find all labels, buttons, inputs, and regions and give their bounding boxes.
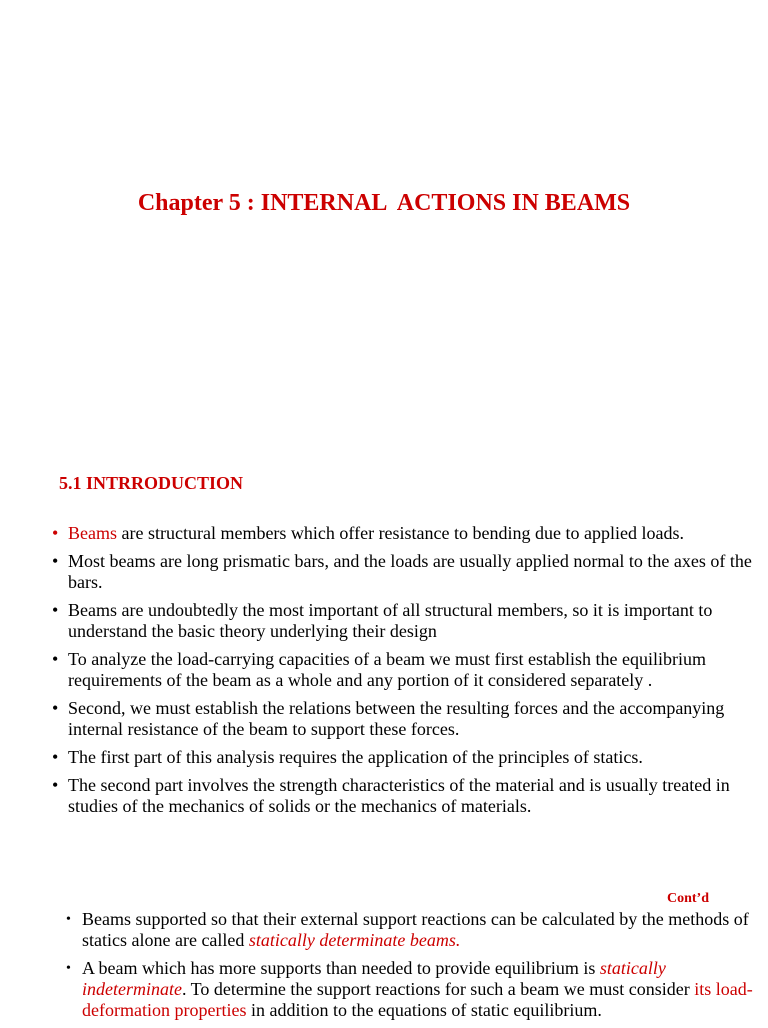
list-item bbox=[52, 775, 752, 817]
bullet-text: The second part involves the strength characteristics of the material and is usually treated in studies of the mechanics of solids or the mechanics of materials. bbox=[68, 775, 730, 816]
bullet-text: The first part of this analysis requires the application of the principles of statics. bbox=[68, 747, 643, 767]
bullet-text: are structural members which offer resistance to bending due to applied loads. bbox=[117, 523, 684, 543]
bullet-text: A beam which has more supports than needed to provide equilibrium is bbox=[82, 958, 600, 978]
bullet-text: To analyze the load-carrying capacities of a beam we must first establish the equilibrium requirements of the beam as a whole and any portion of it considered separately . bbox=[68, 649, 707, 690]
emphasis-text: statically determinate beams. bbox=[248, 930, 461, 950]
beams-term: Beams bbox=[68, 523, 117, 543]
list-item bbox=[66, 958, 756, 1021]
list-item bbox=[52, 698, 752, 740]
section-heading: 5.1 INTRRODUCTION bbox=[59, 473, 244, 493]
highlight-text: its load-deformation properties bbox=[82, 979, 753, 1020]
intro-bullet-list bbox=[52, 523, 752, 824]
list-item bbox=[52, 551, 752, 593]
list-item bbox=[52, 747, 752, 768]
bullet-text: Second, we must establish the relations between the resulting forces and the accompanying internal resistance of the beam to support these forces. bbox=[68, 698, 725, 739]
continued-bullet-list bbox=[66, 909, 756, 1028]
bullet-text: . To determine the support reactions for such a beam we must consider bbox=[181, 979, 695, 999]
bullet-text: in addition to the equations of static equilibrium. bbox=[246, 1000, 602, 1020]
list-item bbox=[66, 909, 756, 951]
emphasis-text: statically indeterminate bbox=[82, 958, 666, 999]
chapter-title: Chapter 5 : INTERNAL ACTIONS IN BEAMS bbox=[137, 190, 631, 216]
bullet-text: Most beams are long prismatic bars, and the loads are usually applied normal to the axes of the bars. bbox=[68, 551, 752, 592]
continued-label: Cont’d bbox=[667, 891, 710, 906]
bullet-text: Beams supported so that their external support reactions can be calculated by the methods of statics alone are called bbox=[82, 909, 749, 950]
list-item bbox=[52, 523, 752, 544]
list-item bbox=[52, 600, 752, 642]
bullet-text: Beams are undoubtedly the most important of all structural members, so it is important to understand the basic theory underlying their design bbox=[68, 600, 713, 641]
list-item bbox=[52, 649, 752, 691]
